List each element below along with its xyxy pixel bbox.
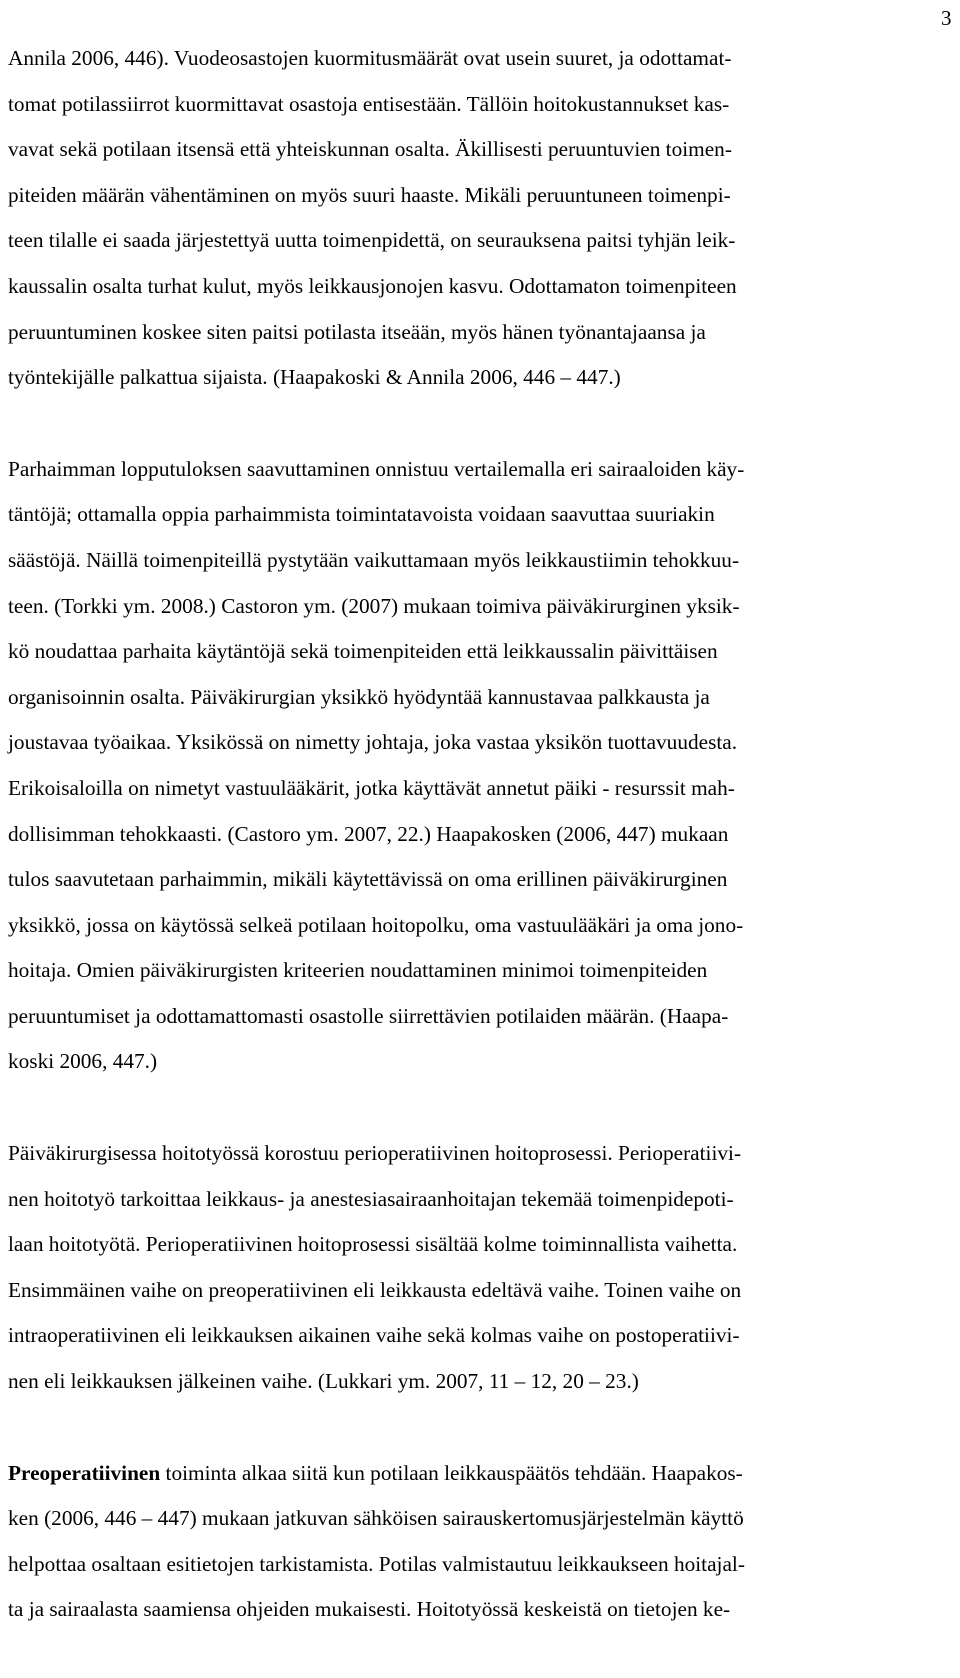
text-line: vavat sekä potilaan itsensä että yhteiskunnan osalta. Äkillisesti peruuntuvien toimen-	[8, 137, 732, 162]
text-line: piteiden määrän vähentäminen on myös suuri haaste. Mikäli peruuntuneen toimenpi-	[8, 182, 731, 207]
paragraph	[8, 447, 948, 1085]
text-line: peruuntuminen koskee siten paitsi potilasta itseään, myös hänen työnantajaansa ja	[8, 319, 706, 344]
text-line: intraoperatiivinen eli leikkauksen aikainen vaihe sekä kolmas vaihe on postoperatiivi-	[8, 1323, 740, 1348]
page-number: 3	[941, 6, 952, 30]
paragraph	[8, 1451, 948, 1633]
text-line: kö noudattaa parhaita käytäntöjä sekä toimenpiteiden että leikkaussalin päivittäisen	[8, 639, 718, 664]
text-line: teen tilalle ei saada järjestettyä uutta toimenpidettä, on seurauksena paitsi tyhjän leik-	[8, 228, 736, 253]
bold-term: Preoperatiivinen	[8, 1460, 161, 1485]
text-line: täntöjä; ottamalla oppia parhaimmista toimintatavoista voidaan saavuttaa suuriakin	[8, 502, 715, 527]
text-line: Ensimmäinen vaihe on preoperatiivinen eli leikkausta edeltävä vaihe. Toinen vaihe on	[8, 1277, 742, 1302]
text-line: työntekijälle palkattua sijaista. (Haapakoski & Annila 2006, 446 – 447.)	[8, 365, 621, 390]
paragraph-gap	[8, 401, 948, 447]
document-body	[8, 36, 948, 1633]
text-line: Parhaimman lopputuloksen saavuttaminen onnistuu vertailemalla eri sairaaloiden käy-	[8, 456, 745, 481]
text-line: tulos saavutetaan parhaimmin, mikäli käytettävissä on oma erillinen päiväkirurginen	[8, 867, 728, 892]
text-line: tomat potilassiirrot kuormittavat osastoja entisestään. Tällöin hoitokustannukset kas-	[8, 91, 730, 116]
text-line: joustavaa työaikaa. Yksikössä on nimetty johtaja, joka vastaa yksikön tuottavuudesta.	[8, 730, 738, 755]
text-line: nen eli leikkauksen jälkeinen vaihe. (Lukkari ym. 2007, 11 – 12, 20 – 23.)	[8, 1369, 639, 1394]
text-line: Erikoisaloilla on nimetyt vastuulääkärit, jotka käyttävät annetut päiki - resurssit mah-	[8, 775, 735, 800]
text-line: dollisimman tehokkaasti. (Castoro ym. 2007, 22.) Haapakosken (2006, 447) mukaan	[8, 821, 729, 846]
text-line: peruuntumiset ja odottamattomasti osastolle siirrettävien potilaiden määrän. (Haapa-	[8, 1003, 729, 1028]
text-line: koski 2006, 447.)	[8, 1049, 158, 1074]
text-line: Annila 2006, 446). Vuodeosastojen kuormitusmäärät ovat usein suuret, ja odottamat-	[8, 46, 732, 70]
text-line	[8, 1451, 948, 1497]
paragraph	[8, 36, 948, 401]
text-line: säästöjä. Näillä toimenpiteillä pystytään vaikuttamaan myös leikkaustiimin tehokkuu-	[8, 547, 740, 572]
text-line: teen. (Torkki ym. 2008.) Castoron ym. (2007) mukaan toimiva päiväkirurginen yksik-	[8, 593, 740, 618]
text-line: helpottaa osaltaan esitietojen tarkistamista. Potilas valmistautuu leikkaukseen hoitajal-	[8, 1551, 745, 1576]
paragraph	[8, 1131, 948, 1405]
text-line: nen hoitotyö tarkoittaa leikkaus- ja anestesiasairaanhoitajan tekemää toimenpidepoti-	[8, 1186, 734, 1211]
text-run: toiminta alkaa siitä kun potilaan leikkauspäätös tehdään. Haapakos-	[160, 1460, 743, 1485]
text-line: yksikkö, jossa on käytössä selkeä potilaan hoitopolku, oma vastuulääkäri ja oma jono-	[8, 912, 744, 937]
paragraph-gap	[8, 1405, 948, 1451]
text-line: ta ja sairaalasta saamiensa ohjeiden mukaisesti. Hoitotyössä keskeistä on tietojen ke-	[8, 1597, 731, 1622]
text-line: kaussalin osalta turhat kulut, myös leikkausjonojen kasvu. Odottamaton toimenpiteen	[8, 273, 737, 298]
text-line: laan hoitotyötä. Perioperatiivinen hoitoprosessi sisältää kolme toiminnallista vaihetta.	[8, 1232, 738, 1257]
text-line: hoitaja. Omien päiväkirurgisten kriteerien noudattaminen minimoi toimenpiteiden	[8, 958, 708, 983]
text-line: Päiväkirurgisessa hoitotyössä korostuu perioperatiivinen hoitoprosessi. Perioperatiivi-	[8, 1141, 742, 1166]
text-line: organisoinnin osalta. Päiväkirurgian yksikkö hyödyntää kannustavaa palkkausta ja	[8, 684, 710, 709]
text-line: ken (2006, 446 – 447) mukaan jatkuvan sähköisen sairauskertomusjärjestelmän käyttö	[8, 1506, 744, 1531]
paragraph-gap	[8, 1085, 948, 1131]
